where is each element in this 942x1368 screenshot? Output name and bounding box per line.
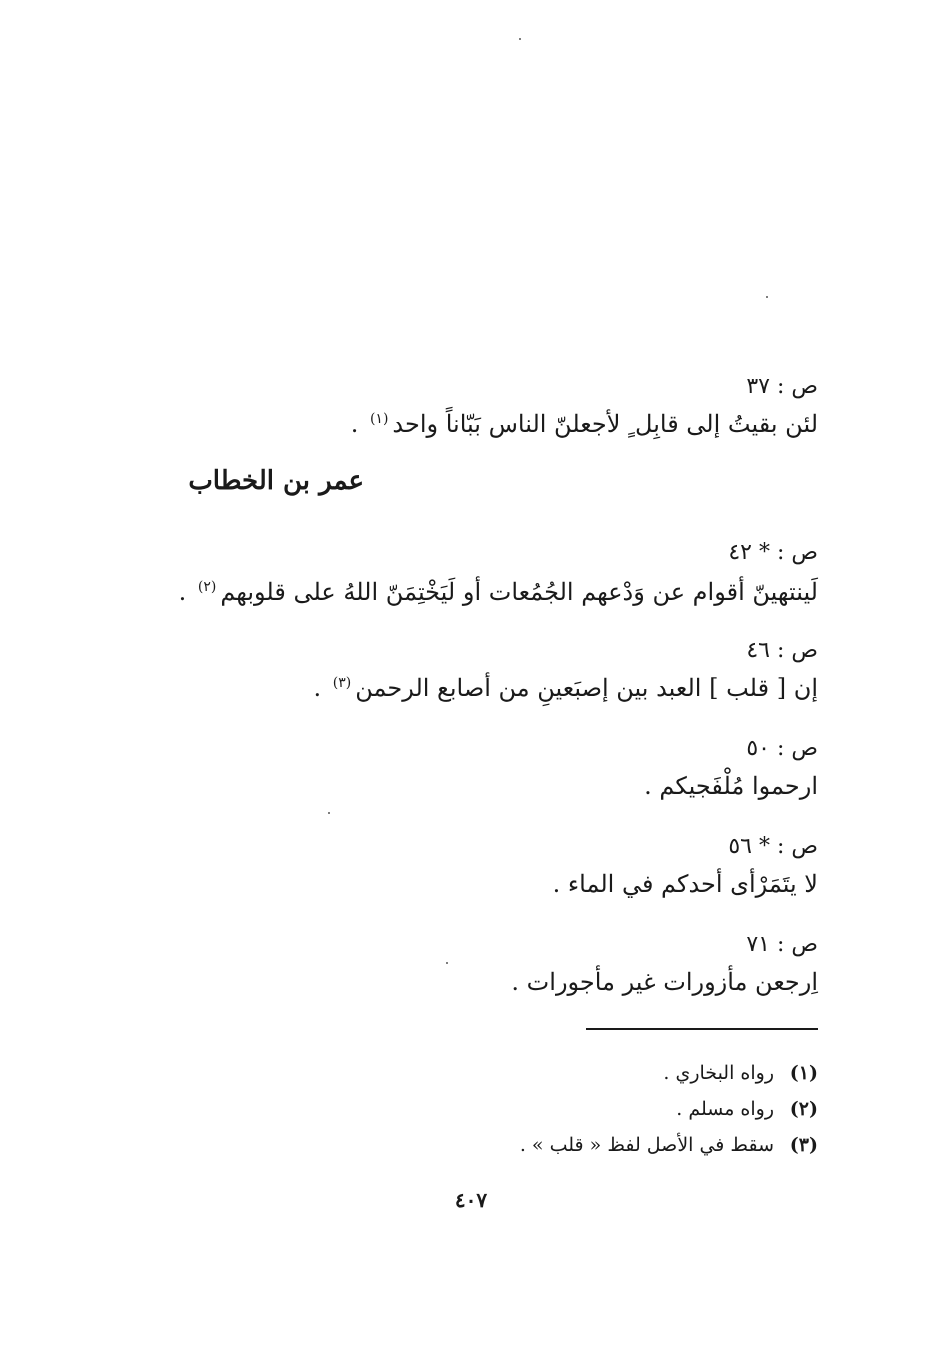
entry-ref-2: ص : * ٤٢ [728,540,818,565]
entry-text-1-body: لئن بقيتُ إلى قابِل ٍ لأجعلنّ الناس بَبّاناً واحد [392,410,818,438]
entry-text-3-tail: . [313,674,329,702]
footnote-number-3: (٣) [789,1134,818,1156]
footnote-number-1: (١) [789,1062,818,1084]
scan-speck [328,812,330,814]
entry-text-6: اِرجعن مأزورات غير مأجورات . [511,968,818,996]
entry-text-3 [313,674,818,702]
footnote-marker-1: (١) [369,411,389,427]
footnote-1 [663,1062,818,1084]
entry-ref-1: ص : ٣٧ [746,374,818,399]
entry-text-3-body: إن [ قلب ] العبد بين إصبَعينِ من أصابع الرحمن [355,674,818,702]
scan-speck [446,962,448,964]
footnote-text-2: رواه مسلم . [676,1098,774,1120]
entry-text-4: ارحموا مُلْفَجيكم . [644,772,818,800]
section-heading: عمر بن الخطاب [188,466,364,496]
entry-text-2 [179,578,818,606]
scan-speck [519,38,521,40]
entry-text-1 [351,410,818,438]
footnote-number-2: (٢) [789,1098,818,1120]
entry-ref-4: ص : ٥٠ [746,736,818,761]
footnote-text-3: سقط في الأصل لفظ « قلب » . [519,1134,774,1156]
entry-text-2-tail: . [178,578,194,606]
footnote-marker-2: (٢) [197,579,217,595]
footnote-marker-3: (٣) [332,675,352,691]
entry-ref-5: ص : * ٥٦ [728,834,818,859]
footnote-3 [520,1134,818,1156]
entry-text-1-tail: . [350,410,366,438]
footnote-2 [676,1098,818,1120]
entry-ref-3: ص : ٤٦ [746,638,818,663]
entry-text-5: لا يتَمَرْأى أحدكم في الماء . [552,870,818,898]
scan-speck [766,296,768,298]
entry-ref-6: ص : ٧١ [746,932,818,957]
footnote-divider [586,1028,818,1030]
entry-text-2-body: لَينتهينّ أقوام عن وَدْعهم الجُمُعات أو لَيَخْتِمَنّ اللهُ على قلوبهم [220,578,818,606]
page-number: ٤٠٧ [454,1188,488,1212]
footnote-text-1: رواه البخاري . [663,1062,774,1084]
